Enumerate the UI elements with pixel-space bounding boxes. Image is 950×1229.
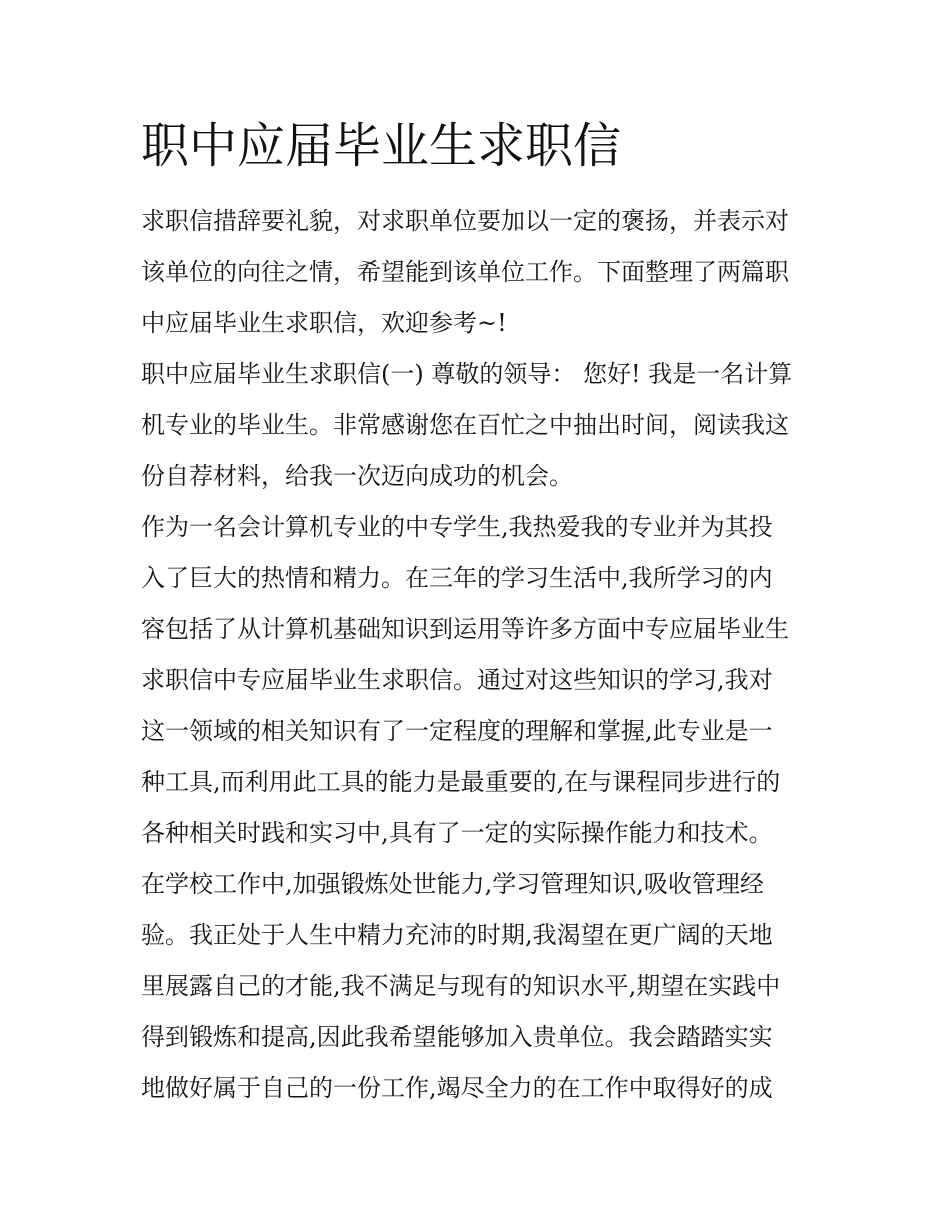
text-line: 得到锻炼和提高,因此我希望能够加入贵单位。我会踏踏实实 bbox=[141, 1023, 773, 1051]
text-line: 中应届毕业生求职信，欢迎参考~! bbox=[141, 309, 507, 337]
text-line: 容包括了从计算机基础知识到运用等许多方面中专应届毕业生 bbox=[141, 615, 789, 643]
text-line: 这一领域的相关知识有了一定程度的理解和掌握,此专业是一 bbox=[141, 717, 773, 745]
text-line: 该单位的向往之情，希望能到该单位工作。下面整理了两篇职 bbox=[141, 258, 789, 286]
document-title: 职中应届毕业生求职信 bbox=[141, 118, 622, 174]
text-line: 地做好属于自己的一份工作,竭尽全力的在工作中取得好的成 bbox=[141, 1074, 773, 1102]
text-line: 种工具,而利用此工具的能力是最重要的,在与课程同步进行的 bbox=[141, 768, 781, 796]
text-line: 入了巨大的热情和精力。在三年的学习生活中,我所学习的内 bbox=[141, 564, 773, 592]
text-line: 验。我正处于人生中精力充沛的时期,我渴望在更广阔的天地 bbox=[141, 921, 773, 949]
text-line: 职中应届毕业生求职信(一) 尊敬的领导： 您好! 我是一名计算 bbox=[141, 360, 793, 388]
text-line: 求职信中专应届毕业生求职信。通过对这些知识的学习,我对 bbox=[141, 666, 773, 694]
text-line: 作为一名会计算机专业的中专学生,我热爱我的专业并为其投 bbox=[141, 513, 773, 541]
text-line: 各种相关时践和实习中,具有了一定的实际操作能力和技术。 bbox=[141, 819, 773, 847]
text-line: 份自荐材料，给我一次迈向成功的机会。 bbox=[141, 462, 573, 490]
text-line: 在学校工作中,加强锻炼处世能力,学习管理知识,吸收管理经 bbox=[141, 870, 764, 898]
text-line: 里展露自己的才能,我不满足与现有的知识水平,期望在实践中 bbox=[141, 972, 781, 1000]
text-line: 求职信措辞要礼貌，对求职单位要加以一定的褒扬，并表示对 bbox=[141, 207, 789, 235]
text-line: 机专业的毕业生。非常感谢您在百忙之中抽出时间，阅读我这 bbox=[141, 411, 789, 439]
